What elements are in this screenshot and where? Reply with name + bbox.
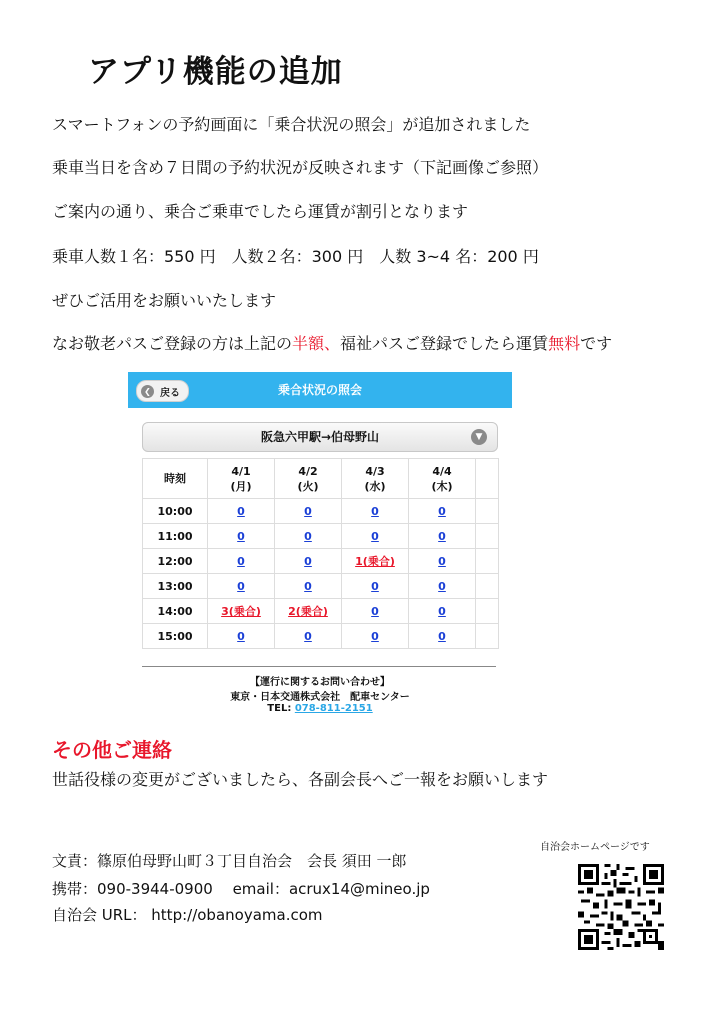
table-row (143, 499, 499, 524)
intro-line-5: ぜひご活用をお願いいたします (52, 291, 277, 310)
back-button-label: 戻る (160, 387, 180, 399)
page-title: アプリ機能の追加 (88, 54, 343, 90)
note-part-2: 福祉パスご登録でしたら運賃 (340, 334, 549, 353)
count-link[interactable]: 0 (438, 504, 446, 518)
other-notice-body: 世話役様の変更がございましたら、各副会長へご一報をお願いします (52, 770, 549, 789)
count-link[interactable]: 0 (237, 629, 245, 643)
day-header: 4/3 (水) (342, 459, 409, 499)
count-link[interactable]: 0 (371, 629, 379, 643)
time-cell: 15:00 (143, 624, 208, 649)
count-link[interactable]: 0 (237, 504, 245, 518)
other-notice-title: その他ご連絡 (52, 738, 172, 762)
intro-line-3: ご案内の通り、乗合ご乗車でしたら運賃が割引となります (52, 202, 469, 221)
day-header: 4/1 (月) (208, 459, 275, 499)
count-link-shared[interactable]: 3(乗合) (221, 605, 261, 618)
day-header: 4/4 (木) (409, 459, 476, 499)
count-link[interactable]: 0 (304, 504, 312, 518)
count-link[interactable]: 0 (438, 529, 446, 543)
intro-line-1: スマートフォンの予約画面に「乗合状況の照会」が追加されました (52, 115, 531, 134)
schedule-table (142, 458, 499, 649)
time-cell: 10:00 (143, 499, 208, 524)
route-select[interactable] (142, 422, 498, 452)
count-cell (409, 599, 476, 624)
chevron-down-icon: ▼ (471, 429, 487, 445)
count-cell (409, 624, 476, 649)
back-button[interactable] (136, 380, 189, 402)
note-part-1: なお敬老パスご登録の方は上記の (52, 334, 293, 353)
count-cell (275, 599, 342, 624)
route-select-value: 阪急六甲駅→伯母野山 (260, 430, 380, 444)
homepage-label: 自治会ホームページです (540, 842, 650, 853)
count-cell (275, 549, 342, 574)
count-cell (409, 574, 476, 599)
footer-url: 自治会 URL： http://obanoyama.com (52, 906, 323, 924)
count-link[interactable]: 0 (438, 554, 446, 568)
contact-heading: 【運行に関するお問い合わせ】 (250, 677, 390, 688)
count-link[interactable]: 0 (237, 554, 245, 568)
time-cell: 14:00 (143, 599, 208, 624)
note-half-price: 半額 (292, 334, 325, 353)
time-cell: 12:00 (143, 549, 208, 574)
qr-code-icon[interactable] (578, 864, 664, 950)
table-row (143, 549, 499, 574)
count-link[interactable]: 0 (304, 529, 312, 543)
count-cell (342, 499, 409, 524)
tel-link[interactable]: 078-811-2151 (294, 703, 373, 714)
count-cell (275, 499, 342, 524)
count-cell (409, 524, 476, 549)
count-cell (275, 524, 342, 549)
day-header-partial (476, 459, 499, 499)
count-cell (342, 524, 409, 549)
contact-tel (128, 703, 512, 714)
count-cell (208, 524, 275, 549)
tel-label: TEL: (267, 703, 295, 714)
table-row (143, 624, 499, 649)
count-link[interactable]: 0 (371, 604, 379, 618)
note-part-3: です (580, 334, 613, 353)
count-cell (275, 624, 342, 649)
count-cell (208, 574, 275, 599)
count-cell (409, 499, 476, 524)
count-link[interactable]: 0 (371, 504, 379, 518)
note-separator: 、 (324, 334, 341, 353)
time-cell: 11:00 (143, 524, 208, 549)
note-free: 無料 (548, 334, 581, 353)
count-link[interactable]: 0 (237, 579, 245, 593)
count-cell (342, 624, 409, 649)
count-link-shared[interactable]: 1(乗合) (355, 555, 395, 568)
app-screenshot (128, 372, 512, 718)
note-line (52, 331, 612, 354)
app-header-title: 乗合状況の照会 (277, 383, 362, 397)
count-cell (409, 549, 476, 574)
footer-contact: 携帯：090-3944-0900 email：acrux14@mineo.jp (52, 880, 430, 898)
day-header: 4/2 (火) (275, 459, 342, 499)
table-row (143, 599, 499, 624)
intro-line-fares: 乗車人数１名：550 円 人数２名：300 円 人数 3~4 名：200 円 (52, 247, 539, 266)
count-cell (342, 599, 409, 624)
count-link[interactable]: 0 (438, 604, 446, 618)
count-cell (208, 499, 275, 524)
count-link[interactable]: 0 (304, 629, 312, 643)
footer-responsible: 文責：篠原伯母野山町３丁目自治会 会長 須田 一郎 (52, 852, 407, 870)
back-arrow-icon: ❮ (141, 385, 154, 398)
time-cell: 13:00 (143, 574, 208, 599)
count-cell (275, 574, 342, 599)
count-cell (342, 574, 409, 599)
table-row (143, 524, 499, 549)
table-row (143, 574, 499, 599)
count-cell (208, 549, 275, 574)
count-cell (208, 599, 275, 624)
intro-line-2: 乗車当日を含め７日間の予約状況が反映されます（下記画像ご参照） (52, 158, 549, 177)
count-link[interactable]: 0 (371, 529, 379, 543)
count-link-shared[interactable]: 2(乗合) (288, 605, 328, 618)
count-link[interactable]: 0 (438, 579, 446, 593)
table-header-row (143, 459, 499, 499)
count-link[interactable]: 0 (304, 579, 312, 593)
count-link[interactable]: 0 (438, 629, 446, 643)
count-cell (342, 549, 409, 574)
count-link[interactable]: 0 (304, 554, 312, 568)
count-link[interactable]: 0 (237, 529, 245, 543)
count-link[interactable]: 0 (371, 579, 379, 593)
divider (142, 666, 496, 667)
time-column-header: 時刻 (143, 459, 208, 499)
contact-company: 東京・日本交通株式会社 配車センター (230, 692, 410, 703)
count-cell (208, 624, 275, 649)
